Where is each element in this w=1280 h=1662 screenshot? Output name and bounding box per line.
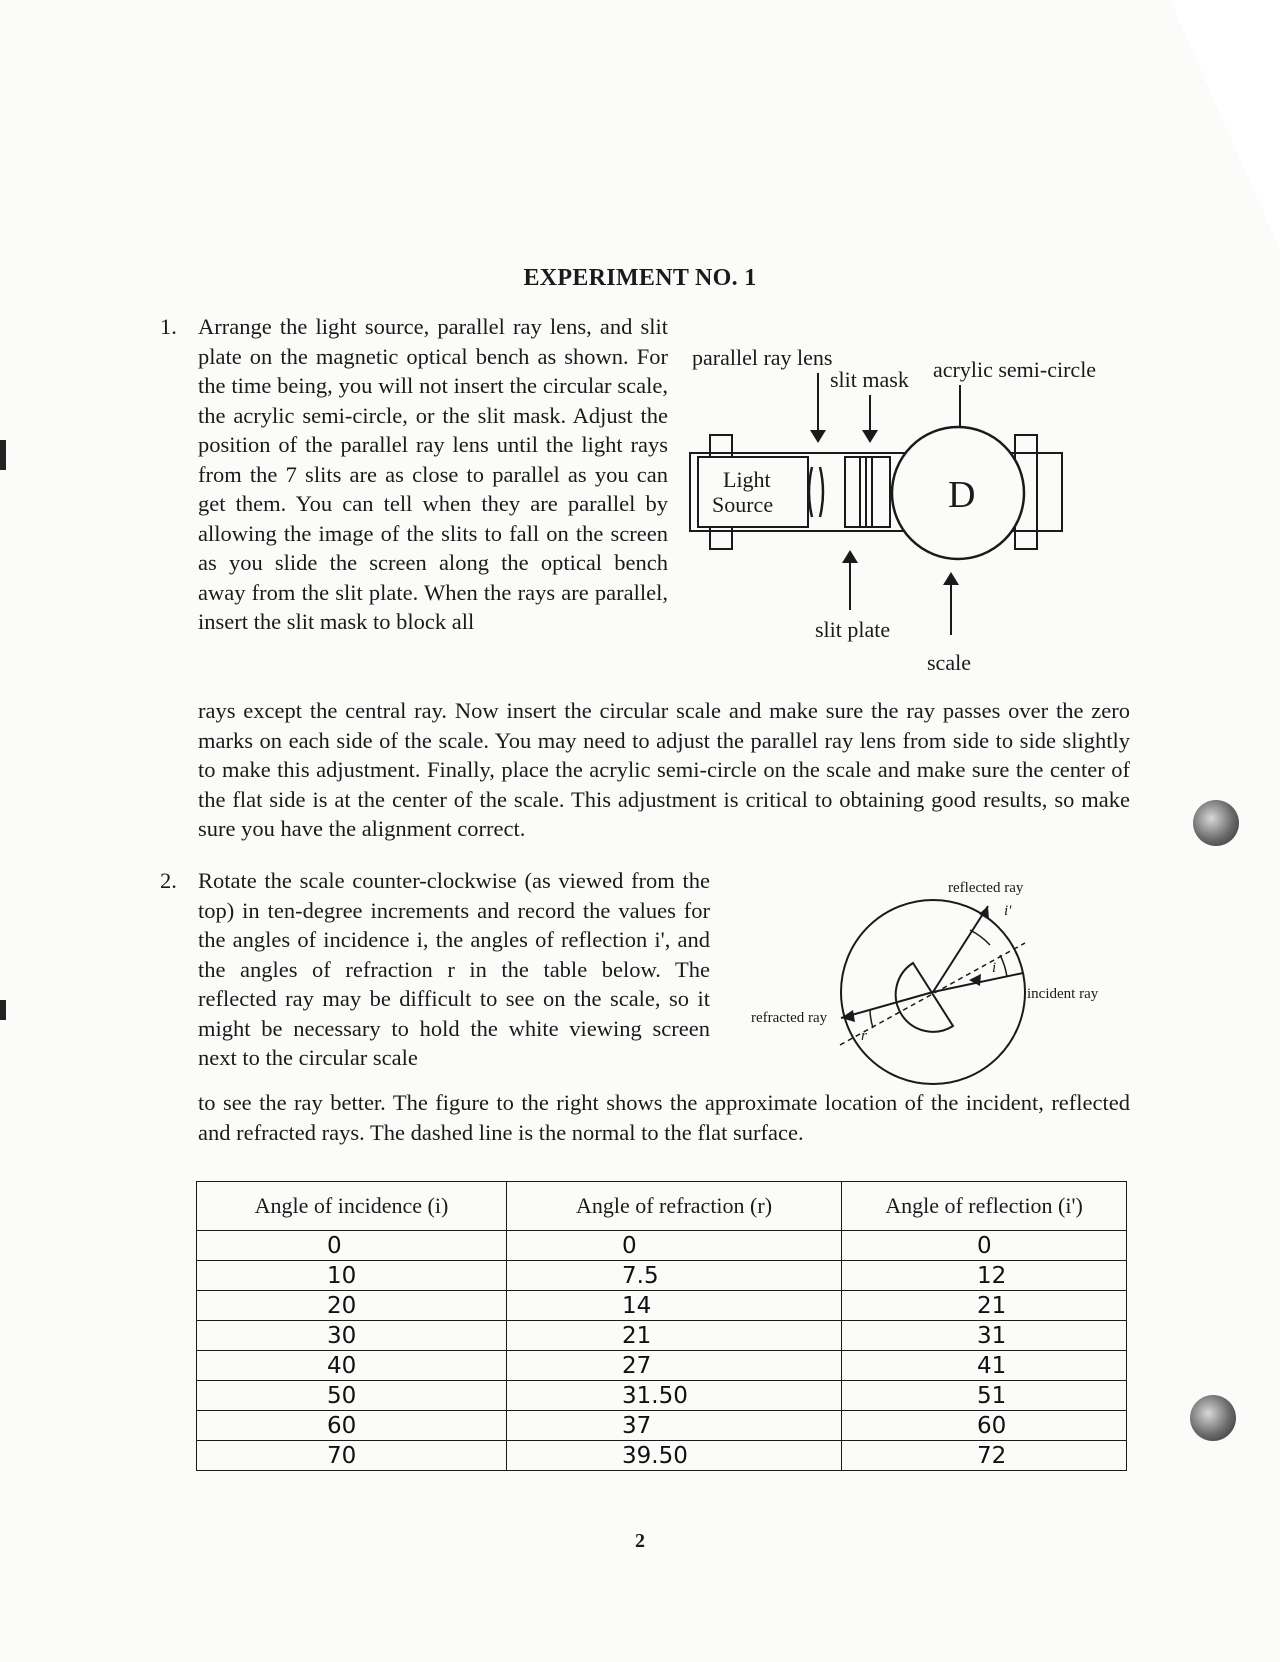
cell-incidence: 40 [197, 1351, 507, 1381]
step2-paragraph-top [160, 866, 710, 1073]
table-row [197, 1321, 1127, 1351]
table-row [197, 1411, 1127, 1441]
label-refracted-ray: refracted ray [751, 1010, 828, 1026]
table-header-row [197, 1182, 1127, 1231]
label-slit-mask: slit mask [830, 367, 909, 392]
arrow-up-icon [943, 572, 959, 585]
ray-angle-diagram [745, 870, 1130, 1085]
step2-paragraph-bottom: to see the ray better. The figure to the right shows the approximate location of the incident, reflected and refracted rays. The dashed line is the normal to the flat surface. [198, 1090, 1130, 1145]
header-angle-of-refraction: Angle of refraction (r) [507, 1182, 842, 1231]
folded-corner [1170, 0, 1280, 250]
cell-incidence: 20 [197, 1291, 507, 1321]
table-row [197, 1231, 1127, 1261]
label-incident-ray: incident ray [1027, 986, 1099, 1002]
cell-incidence: 30 [197, 1321, 507, 1351]
cell-refraction: 31.50 [507, 1381, 842, 1411]
acrylic-semicircle-icon: D [948, 474, 976, 516]
page-number: 2 [635, 1530, 645, 1552]
label-angle-r: r [861, 1028, 867, 1044]
page-title: EXPERIMENT NO. 1 [523, 265, 757, 291]
slit-plate-shape [845, 457, 890, 527]
cell-refraction: 21 [507, 1321, 842, 1351]
cell-refraction: 27 [507, 1351, 842, 1381]
optical-bench-diagram [680, 335, 1140, 680]
step2-text-top: Rotate the scale counter-clockwise (as viewed from the top) in ten-degree increments and record the values for the angles of incidence i, the angles of reflection i', and the angles of refraction r in the table below. The reflected ray may be difficult to see on the scale, so it might be necessary to hold the white viewing screen next to the circular scale [198, 868, 710, 1070]
header-angle-of-incidence: Angle of incidence (i) [197, 1182, 507, 1231]
cell-incidence: 0 [197, 1231, 507, 1261]
table-row [197, 1381, 1127, 1411]
label-parallel-ray-lens: parallel ray lens [692, 345, 833, 370]
arrow-down-icon [810, 430, 826, 443]
cell-incidence: 10 [197, 1261, 507, 1291]
angle-data-table [196, 1181, 1127, 1471]
cell-incidence: 60 [197, 1411, 507, 1441]
label-light: Light [723, 467, 771, 492]
table-row [197, 1291, 1127, 1321]
cell-incidence: 70 [197, 1441, 507, 1471]
step1-paragraph-bottom: rays except the central ray. Now insert the circular scale and make sure the ray passes over the zero marks on each side of the scale. You may need to adjust the parallel ray lens from side to side slightly to make this adjustment. Finally, place the acrylic semi-circle on the scale and make sure the center of the flat side is at the center of the scale. This adjustment is critical to obtaining good results, so make sure you have the alignment correct. [198, 698, 1130, 841]
step1-number: 1. [160, 314, 177, 339]
cell-reflection: 21 [842, 1291, 1127, 1321]
label-reflected-ray: reflected ray [948, 880, 1024, 896]
label-slit-plate: slit plate [815, 617, 891, 642]
label-acrylic-semi-circle: acrylic semi-circle [933, 357, 1097, 382]
cell-reflection: 12 [842, 1261, 1127, 1291]
scan-edge-mark [0, 440, 6, 470]
label-scale: scale [927, 650, 971, 675]
cell-reflection: 41 [842, 1351, 1127, 1381]
label-angle-i: i [992, 960, 997, 976]
table-row [197, 1351, 1127, 1381]
arrow-down-icon [862, 430, 878, 443]
cell-reflection: 51 [842, 1381, 1127, 1411]
cell-reflection: 72 [842, 1441, 1127, 1471]
step2-number: 2. [160, 868, 177, 893]
cell-refraction: 39.50 [507, 1441, 842, 1471]
cell-reflection: 31 [842, 1321, 1127, 1351]
cell-refraction: 37 [507, 1411, 842, 1441]
table-row [197, 1441, 1127, 1471]
step1-paragraph-top [160, 312, 668, 637]
cell-refraction: 14 [507, 1291, 842, 1321]
binder-hole-icon [1190, 1395, 1236, 1441]
cell-reflection: 0 [842, 1231, 1127, 1261]
label-source: Source [712, 492, 774, 517]
arrow-up-icon [842, 550, 858, 563]
lens-shape [809, 467, 812, 517]
table-row [197, 1261, 1127, 1291]
header-angle-of-reflection: Angle of reflection (i') [842, 1182, 1127, 1231]
cell-reflection: 60 [842, 1411, 1127, 1441]
binder-hole-icon [1193, 800, 1239, 846]
label-angle-i-prime: i' [1004, 903, 1012, 919]
cell-refraction: 0 [507, 1231, 842, 1261]
step1-text-top: Arrange the light source, parallel ray lens, and slit plate on the magnetic optical bench as shown. For the time being, you will not insert the circular scale, the acrylic semi-circle, or the slit mask. Adjust the position of the parallel ray lens until the light rays from the 7 slits are as close to parallel as you can get them. You can tell when they are parallel by allowing the image of the slits to fall on the screen as you slide the screen along the optical bench away from the slit plate. When the rays are parallel, insert the slit mask to block all [198, 314, 668, 634]
cell-incidence: 50 [197, 1381, 507, 1411]
cell-refraction: 7.5 [507, 1261, 842, 1291]
refracted-ray-line [841, 992, 933, 1018]
scan-edge-mark [0, 1000, 6, 1020]
